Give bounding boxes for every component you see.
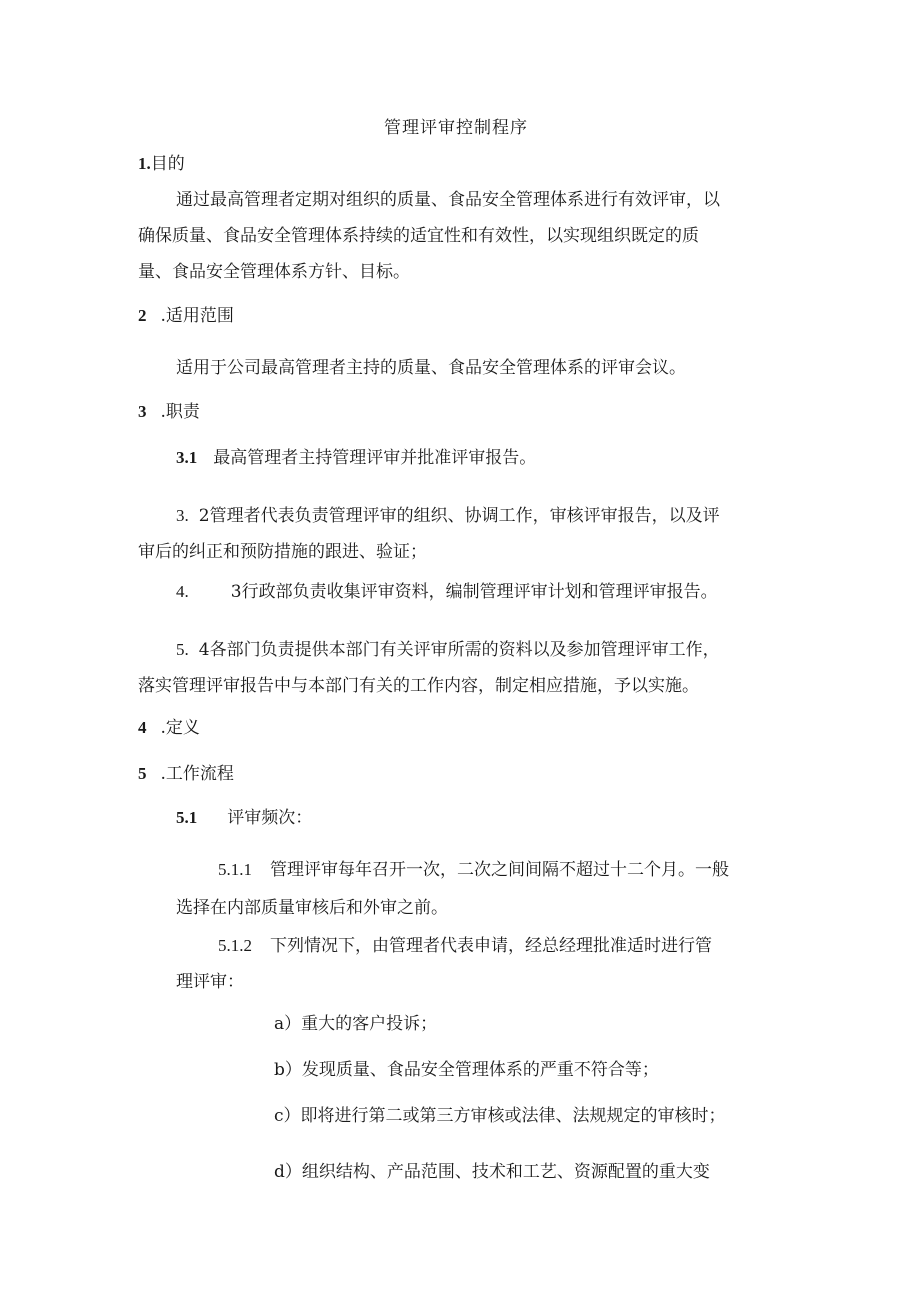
clause-text: 下列情况下，由管理者代表申请，经总经理批准适时进行管 bbox=[270, 936, 712, 956]
paragraph-line: 审后的纠正和预防措施的跟进、验证； bbox=[138, 542, 427, 562]
paragraph-line: 适用于公司最高管理者主持的质量、食品安全管理体系的评审会议。 bbox=[176, 358, 686, 378]
clause-number: 3. bbox=[176, 506, 189, 525]
clause-text: 管理评审每年召开一次，二次之间间隔不超过十二个月。一般 bbox=[270, 860, 729, 880]
clause-5-1-2 bbox=[218, 934, 712, 958]
clause-number: 5.1 bbox=[176, 808, 198, 827]
section-title: 目的 bbox=[150, 154, 185, 174]
list-item: a）重大的客户投诉； bbox=[274, 1014, 438, 1034]
paragraph-line: 选择在内部质量审核后和外审之前。 bbox=[176, 898, 448, 918]
section-title: .工作流程 bbox=[160, 764, 234, 784]
section-number: 5 bbox=[138, 764, 147, 783]
clause-number: 5. bbox=[176, 640, 189, 659]
section-number: 2 bbox=[138, 306, 147, 325]
subsection-5-1 bbox=[176, 806, 312, 830]
list-item: c）即将进行第二或第三方审核或法律、法规规定的审核时； bbox=[274, 1106, 726, 1126]
section-1-heading bbox=[138, 152, 185, 176]
clause-3-3 bbox=[176, 580, 718, 604]
section-3-heading bbox=[138, 400, 200, 424]
paragraph-line: 确保质量、食品安全管理体系持续的适宜性和有效性，以实现组织既定的质 bbox=[138, 226, 699, 246]
section-number: 4 bbox=[138, 718, 147, 737]
paragraph-line: 量、食品安全管理体系方针、目标。 bbox=[138, 262, 410, 282]
clause-5-1-1 bbox=[218, 858, 729, 882]
clause-3-4 bbox=[176, 638, 720, 662]
clause-number: 5.1.2 bbox=[218, 936, 252, 955]
clause-number: 5.1.1 bbox=[218, 860, 252, 879]
clause-text: 2管理者代表负责管理评审的组织、协调工作，审核评审报告，以及评 bbox=[198, 506, 720, 526]
clause-number: 3.1 bbox=[176, 448, 198, 467]
clause-text: 3行政部负责收集评审资料，编制管理评审计划和管理评审报告。 bbox=[230, 582, 718, 602]
clause-3-2 bbox=[176, 504, 720, 528]
section-number: 1. bbox=[138, 154, 151, 173]
section-title: .适用范围 bbox=[160, 306, 234, 326]
paragraph-line: 落实管理评审报告中与本部门有关的工作内容，制定相应措施，予以实施。 bbox=[138, 676, 699, 696]
section-4-heading bbox=[138, 716, 200, 740]
paragraph-line: 通过最高管理者定期对组织的质量、食品安全管理体系进行有效评审，以 bbox=[176, 190, 720, 210]
section-title: .职责 bbox=[160, 402, 200, 422]
clause-text: 4各部门负责提供本部门有关评审所需的资料以及参加管理评审工作， bbox=[198, 640, 720, 660]
list-item: d）组织结构、产品范围、技术和工艺、资源配置的重大变 bbox=[274, 1162, 710, 1182]
section-2-heading bbox=[138, 304, 234, 328]
clause-3-1 bbox=[176, 446, 536, 470]
clause-number: 4. bbox=[176, 582, 189, 601]
section-number: 3 bbox=[138, 402, 147, 421]
paragraph-line: 理评审： bbox=[176, 972, 244, 992]
clause-text: 最高管理者主持管理评审并批准评审报告。 bbox=[213, 448, 537, 468]
page-title: 管理评审控制程序 bbox=[384, 118, 528, 138]
list-item: b）发现质量、食品安全管理体系的严重不符合等； bbox=[274, 1060, 659, 1080]
section-5-heading bbox=[138, 762, 234, 786]
clause-text: 评审频次： bbox=[227, 808, 313, 828]
section-title: .定义 bbox=[160, 718, 200, 738]
